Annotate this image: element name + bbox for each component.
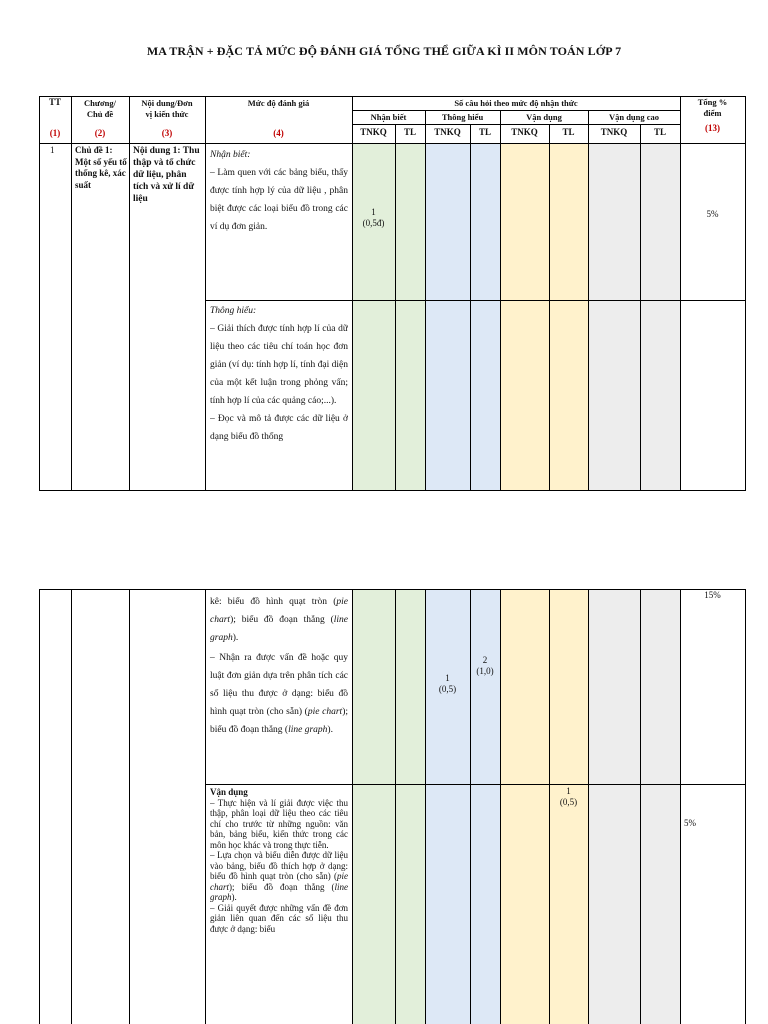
header-noidung: Nội dung/Đơn vị kiến thức [141, 98, 193, 119]
header-sub-tnkq: TNKQ [511, 127, 538, 137]
row3-vd-tl-value: 1 (0,5) [559, 786, 578, 807]
row1-nb-tnkq-value: 1 (0,5đ) [362, 207, 385, 228]
header-sub-tnkq: TNKQ [600, 127, 628, 137]
row3-tong: 5% [684, 818, 696, 828]
header-level-thonghieu: Thông hiểu [441, 112, 484, 122]
header-sub-tl: TL [653, 127, 666, 137]
row1-tt: 1 [50, 145, 55, 155]
row1-tong: 5% [706, 209, 719, 219]
header-num-4: (4) [273, 128, 284, 138]
row2-thonghieu: Thông hiểu: – Giải thích được tính hợp lí của dữ liệu theo các tiêu chí toán học đơn giản (ví dụ: tính hợp lí, tính đại diện của một kết luận trong phỏng vấn; tính hợp lí của các quảng cáo;...). – Đọc và mô tả được các dữ liệu ở dạng biểu đồ thống [210, 306, 348, 442]
col2-th-tnkq-fill [425, 590, 470, 1024]
header-level-vandung: Vận dụng [526, 112, 562, 122]
header-socauhoi: Số câu hỏi theo mức độ nhận thức [454, 98, 578, 108]
header-tt: TT [48, 97, 61, 107]
header-num-2: (2) [94, 128, 106, 138]
col2-nb-tl-fill [395, 590, 425, 1024]
row2-thonghieu-continued: kê: biểu đồ hình quạt tròn (pie chart); biểu đồ đoạn thẳng (line graph). – Nhận ra được vấn đề hoặc quy luật đơn giản dựa trên phân tích các số liệu thu được ở dạng: biểu đồ hình quạt tròn (cho sẵn) (pie chart); biểu đồ đoạn thẳng (line graph). [210, 597, 348, 735]
col2-vdc-tnkq-fill [588, 590, 640, 1024]
header-num-1: (1) [49, 128, 61, 138]
row2-th-tnkq-value: 1 (0,5) [438, 673, 457, 694]
col2-vd-tnkq-fill [500, 590, 549, 1024]
col2-nb-tnkq-fill [352, 590, 395, 1024]
document-title: MA TRẬN + ĐẶC TẢ MỨC ĐỘ ĐÁNH GIÁ TỔNG THỂ GIỮA KÌ II MÔN TOÁN LỚP 7 [146, 44, 622, 58]
col2-vdc-tl-fill [640, 590, 680, 1024]
header-sub-tnkq: TNKQ [434, 127, 461, 137]
col-th-tnkq-fill [425, 144, 470, 490]
header-level-nhanbiet: Nhận biết [370, 112, 407, 122]
row3-vandung: Vận dụng – Thực hiện và lí giải được việc thu thập, phân loại dữ liệu theo các tiêu chí cho trước từ những nguồn: văn bản, bảng biểu, kiến thức trong các môn học khác và trong thực tiễn. – Lựa chọn và biểu diễn được dữ liệu vào bảng, biểu đồ thích hợp ở dạng: biểu đồ hình quạt tròn (cho sẵn) (pie chart); biểu đồ đoạn thẳng (line graph). – Giải quyết được những vấn đề đơn giản liên quan đến các số liệu thu được ở dạng: biểu [210, 787, 348, 934]
row1-nhanbiet: Nhận biết: – Làm quen với các bảng biểu, thấy được tính hợp lý của dữ liệu , phân biệt được các loại biểu đồ trong các ví dụ đơn giản. [210, 150, 348, 232]
header-sub-tnkq: TNKQ [360, 127, 387, 137]
header-sub-tl: TL [403, 127, 416, 137]
col-vdc-tnkq-fill [588, 144, 640, 490]
header-sub-tl: TL [562, 127, 575, 137]
col-th-tl-fill [470, 144, 500, 490]
col-vd-tl-fill [549, 144, 588, 490]
row1-chuong: Chủ đề 1: Một số yếu tố thống kê, xác suất [75, 145, 127, 190]
header-num-3: (3) [161, 128, 173, 138]
col-nb-tnkq-fill [352, 144, 395, 490]
col-nb-tl-fill [395, 144, 425, 490]
row2-tong: 15% [704, 590, 721, 600]
col-vd-tnkq-fill [500, 144, 549, 490]
header-mucdo: Mức độ đánh giá [247, 98, 310, 108]
header-chuong: Chương/ Chủ đề [83, 98, 116, 119]
header-sub-tl: TL [478, 127, 491, 137]
header-tong: Tổng % điểm [697, 97, 728, 118]
header-level-vandungcao: Vận dụng cao [608, 112, 660, 122]
col-vdc-tl-fill [640, 144, 680, 490]
row1-noidung: Nội dung 1: Thu thập và tổ chức dữ liệu, phân tích và xử lí dữ liệu [133, 146, 200, 204]
header-num-13: (13) [705, 123, 720, 133]
row2-th-tl-value: 2 (1,0) [476, 655, 494, 676]
